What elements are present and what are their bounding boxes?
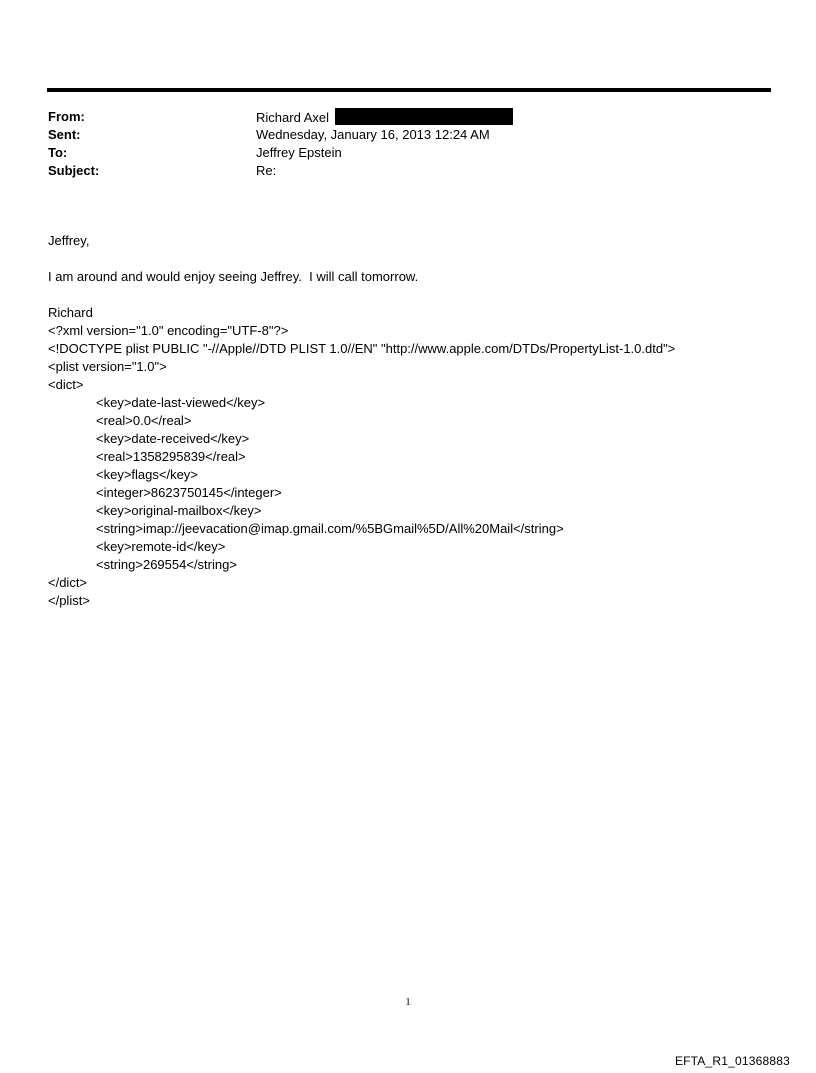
signature: Richard [48, 305, 93, 320]
plist-line: <real>0.0</real> [96, 413, 192, 428]
document-id: EFTA_R1_01368883 [674, 1054, 790, 1068]
from-row [48, 108, 513, 126]
redaction-bar [335, 108, 513, 125]
plist-line: </plist> [48, 593, 90, 608]
from-name: Richard Axel [256, 110, 329, 125]
plist-line: <string>269554</string> [96, 557, 237, 572]
plist-line: <key>date-last-viewed</key> [96, 395, 266, 410]
subject-row [48, 162, 513, 180]
to-label: To: [48, 145, 68, 160]
plist-line: </dict> [48, 575, 88, 590]
email-header [48, 108, 513, 180]
greeting: Jeffrey, [48, 233, 90, 248]
from-value [256, 108, 513, 126]
message-text: I am around and would enjoy seeing Jeffrey. I will call tomorrow. [48, 269, 419, 284]
plist-line: <key>date-received</key> [96, 431, 250, 446]
page-number: 1 [405, 996, 411, 1008]
plist-line: <!DOCTYPE plist PUBLIC "-//Apple//DTD PLIST 1.0//EN" "http://www.apple.com/DTDs/PropertyList-1.0.dtd"> [48, 341, 676, 356]
plist-line: <key>remote-id</key> [96, 539, 226, 554]
plist-line: <?xml version="1.0" encoding="UTF-8"?> [48, 323, 289, 338]
plist-line: <key>flags</key> [96, 467, 198, 482]
subject-value: Re: [256, 163, 277, 178]
subject-label: Subject: [48, 163, 100, 178]
from-label: From: [48, 109, 85, 124]
plist-line: <integer>8623750145</integer> [96, 485, 282, 500]
plist-line: <plist version="1.0"> [48, 359, 167, 374]
plist-line: <dict> [48, 377, 84, 392]
sent-label: Sent: [48, 127, 81, 142]
email-body [48, 232, 788, 610]
sent-value: Wednesday, January 16, 2013 12:24 AM [256, 127, 490, 142]
to-value: Jeffrey Epstein [256, 145, 342, 160]
sent-row [48, 126, 513, 144]
plist-line: <key>original-mailbox</key> [96, 503, 262, 518]
to-row [48, 144, 513, 162]
plist-line: <string>imap://jeevacation@imap.gmail.com/%5BGmail%5D/All%20Mail</string> [96, 521, 564, 536]
plist-line: <real>1358295839</real> [96, 449, 246, 464]
header-rule [47, 88, 771, 92]
